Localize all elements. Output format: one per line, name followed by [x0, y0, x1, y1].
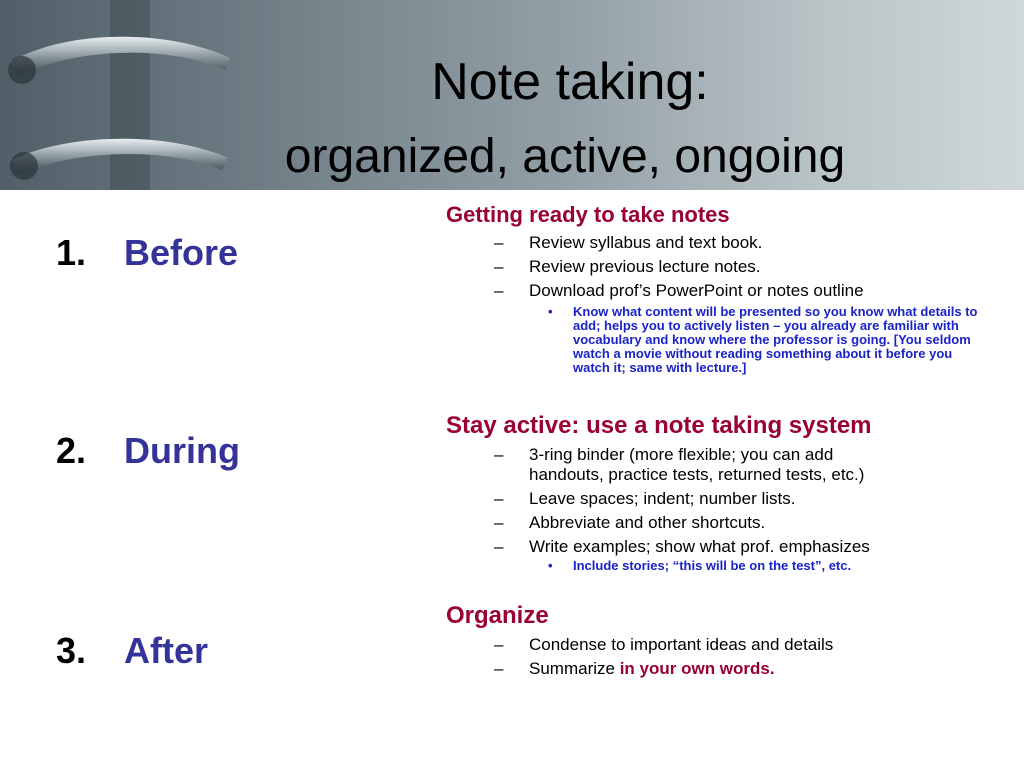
slide-title: Note taking: — [431, 53, 709, 111]
dash-glyph: – — [494, 281, 504, 300]
dash-glyph: – — [494, 489, 504, 508]
section-heading-stay-active: Stay active: use a note taking system — [446, 412, 872, 439]
bullet-glyph: • — [548, 304, 553, 319]
section-heading-getting-ready: Getting ready to take notes — [446, 202, 730, 227]
slide-subtitle: organized, active, ongoing — [284, 130, 846, 183]
dash-glyph: – — [494, 635, 504, 654]
phase-number: 1. — [56, 232, 87, 273]
phase-number: 2. — [56, 430, 87, 471]
phase-label: Before — [124, 232, 239, 273]
phase-label: After — [124, 630, 209, 671]
emphasis-text: in your own words. — [619, 659, 775, 678]
phase-item-before — [56, 232, 356, 282]
summarize-text: Summarize — [529, 659, 620, 678]
phase-number: 3. — [56, 630, 87, 671]
title-banner — [0, 0, 1024, 190]
dash-glyph: – — [494, 257, 504, 276]
phase-label: During — [124, 430, 240, 471]
dash-glyph: – — [494, 233, 504, 252]
dash-glyph: – — [494, 445, 504, 464]
dash-glyph: – — [494, 537, 504, 556]
section-heading-organize: Organize — [446, 602, 549, 629]
phase-item-after — [56, 630, 356, 680]
phase-item-during — [56, 430, 356, 480]
bullet-glyph: • — [548, 558, 553, 573]
dash-glyph: – — [494, 513, 504, 532]
dash-glyph: – — [494, 659, 504, 678]
